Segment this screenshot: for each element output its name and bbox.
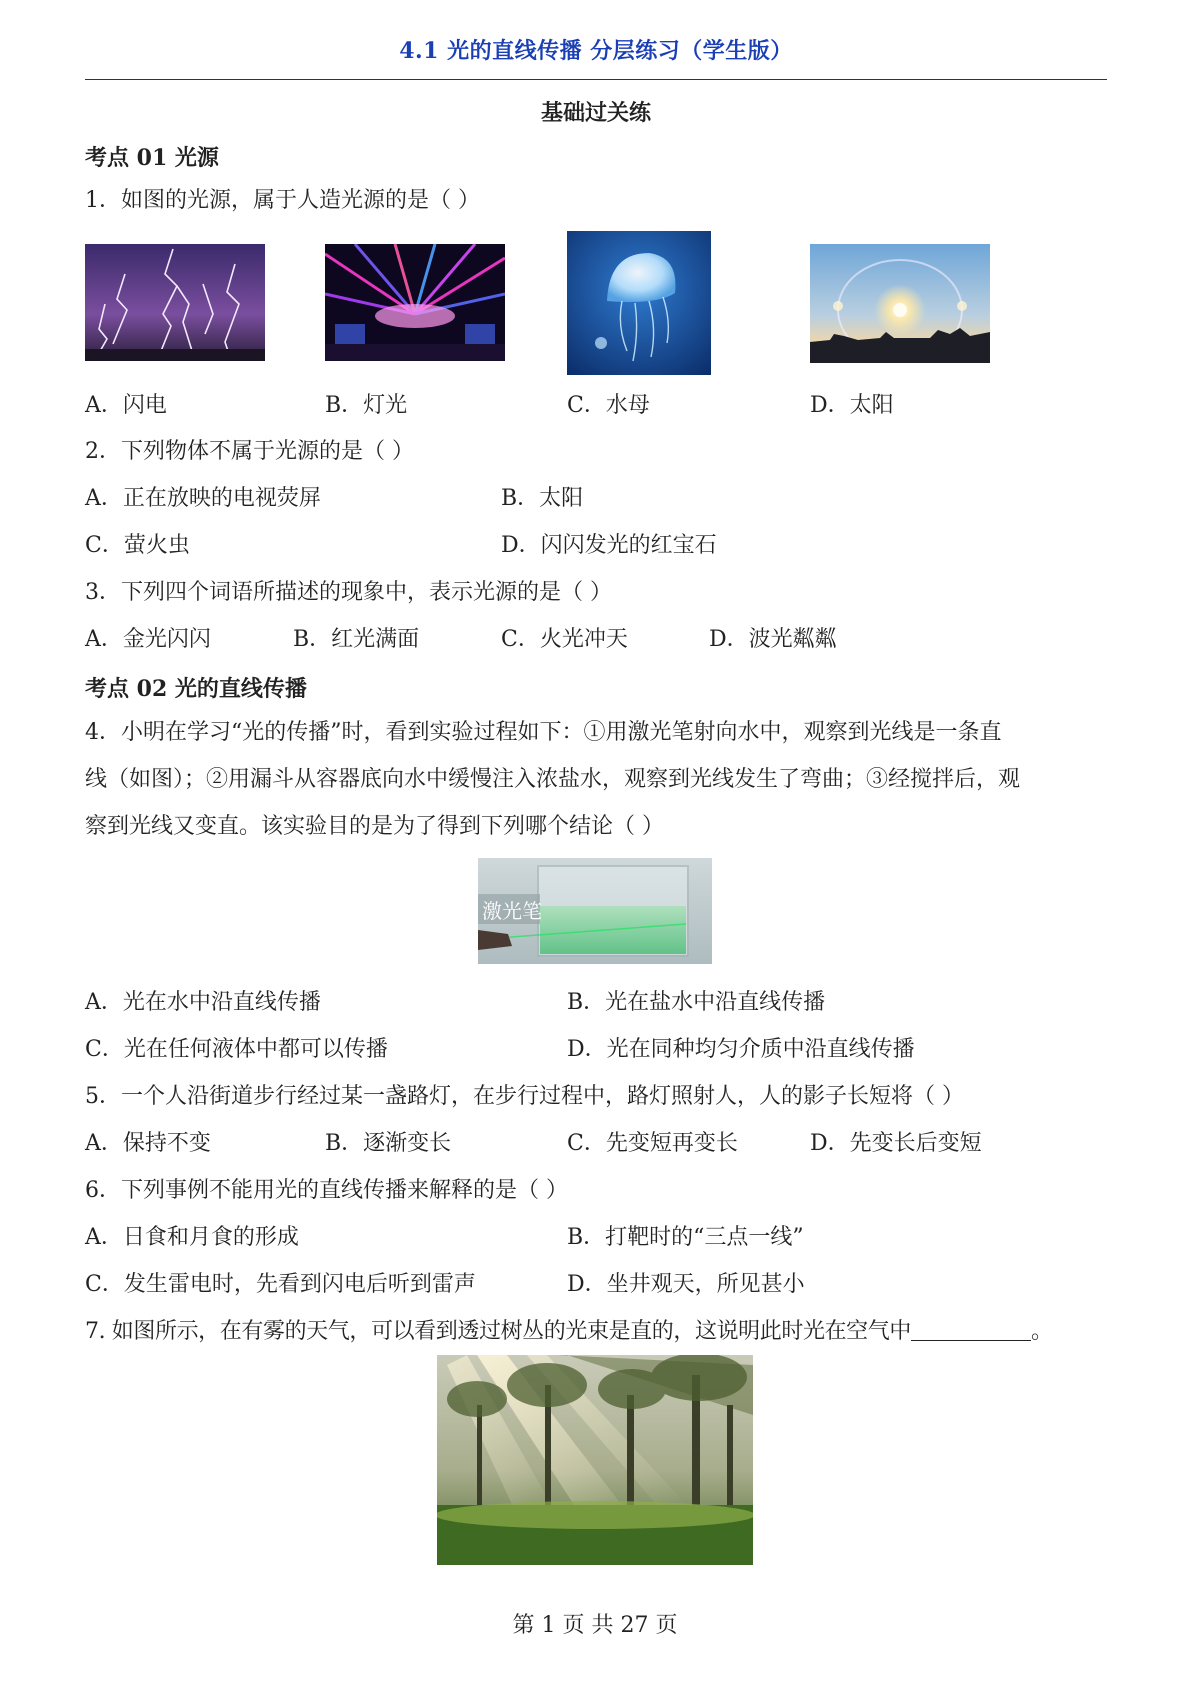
question-3-stem: 3．下列四个词语所描述的现象中，表示光源的是（ ）: [85, 580, 612, 605]
question-3-option-b[interactable]: B．红光满面: [293, 627, 420, 652]
lightning-icon: [85, 244, 265, 361]
question-1-option-d[interactable]: D．太阳: [810, 393, 894, 418]
topic-heading-2: 考点 02 光的直线传播: [85, 676, 307, 702]
question-2-option-c[interactable]: C．萤火虫: [85, 533, 190, 558]
question-6-option-d[interactable]: D．坐井观天，所见甚小: [567, 1272, 805, 1297]
question-2-option-a[interactable]: A．正在放映的电视荧屏: [85, 486, 321, 511]
document-title: 4.1 光的直线传播 分层练习（学生版）: [399, 38, 793, 64]
question-6-option-a[interactable]: A．日食和月食的形成: [85, 1225, 299, 1250]
question-6-option-b[interactable]: B．打靶时的“三点一线”: [567, 1225, 804, 1250]
jellyfish-icon: [567, 231, 711, 375]
question-3-option-a[interactable]: A．金光闪闪: [85, 627, 211, 652]
question-4-line-2: 线（如图）；②用漏斗从容器底向水中缓慢注入浓盐水，观察到光线发生了弯曲；③经搅拌后，观: [85, 767, 1021, 792]
question-5-option-b[interactable]: B．逐渐变长: [325, 1131, 452, 1156]
question-6-option-c[interactable]: C．发生雷电时，先看到闪电后听到雷声: [85, 1272, 476, 1297]
topic-heading-1: 考点 01 光源: [85, 145, 219, 171]
question-2-stem: 2．下列物体不属于光源的是（ ）: [85, 439, 414, 464]
question-4-line-1: 4．小明在学习“光的传播”时，看到实验过程如下：①用激光笔射向水中，观察到光线是一条直: [85, 720, 1002, 745]
question-3-option-d[interactable]: D．波光粼粼: [709, 627, 837, 652]
question-5-option-c[interactable]: C．先变短再变长: [567, 1131, 738, 1156]
question-4-option-d[interactable]: D．光在同种均匀介质中沿直线传播: [567, 1037, 915, 1062]
question-4-option-c[interactable]: C．光在任何液体中都可以传播: [85, 1037, 388, 1062]
question-1-stem: 1．如图的光源，属于人造光源的是（ ）: [85, 188, 480, 213]
question-2-option-b[interactable]: B．太阳: [501, 486, 584, 511]
title-divider: [85, 79, 1107, 80]
question-3-option-c[interactable]: C．火光冲天: [501, 627, 628, 652]
question-4-line-3: 察到光线又变直。该实验目的是为了得到下列哪个结论（ ）: [85, 814, 664, 839]
question-7-text: 7. 如图所示，在有雾的天气，可以看到透过树丛的光束是直的，这说明此时光在空气中: [85, 1319, 911, 1344]
question-1-option-c[interactable]: C．水母: [567, 393, 650, 418]
question-6-stem: 6．下列事例不能用光的直线传播来解释的是（ ）: [85, 1178, 568, 1203]
page-footer: 第 1 页 共 27 页: [512, 1613, 678, 1638]
question-4-option-b[interactable]: B．光在盐水中沿直线传播: [567, 990, 826, 1015]
question-5-option-a[interactable]: A．保持不变: [85, 1131, 211, 1156]
laser-water-tank-image: [478, 858, 712, 964]
question-5-stem: 5．一个人沿街道步行经过某一盏路灯，在步行过程中，路灯照射人，人的影子长短将（ ）: [85, 1084, 964, 1109]
question-2-option-d[interactable]: D．闪闪发光的红宝石: [501, 533, 717, 558]
sun-icon: [810, 244, 990, 363]
section-title: 基础过关练: [540, 100, 651, 126]
stage-lights-icon: [325, 244, 505, 361]
question-7-end: 。: [1031, 1319, 1053, 1344]
question-5-option-d[interactable]: D．先变长后变短: [810, 1131, 982, 1156]
question-7-stem: [85, 1317, 1053, 1347]
question-4-option-a[interactable]: A．光在水中沿直线传播: [85, 990, 321, 1015]
laser-pen-label: 激光笔: [482, 901, 542, 923]
answer-blank[interactable]: [911, 1318, 1031, 1341]
forest-light-rays-icon: [437, 1355, 753, 1565]
question-1-option-a[interactable]: A．闪电: [85, 393, 167, 418]
question-1-option-b[interactable]: B．灯光: [325, 393, 408, 418]
